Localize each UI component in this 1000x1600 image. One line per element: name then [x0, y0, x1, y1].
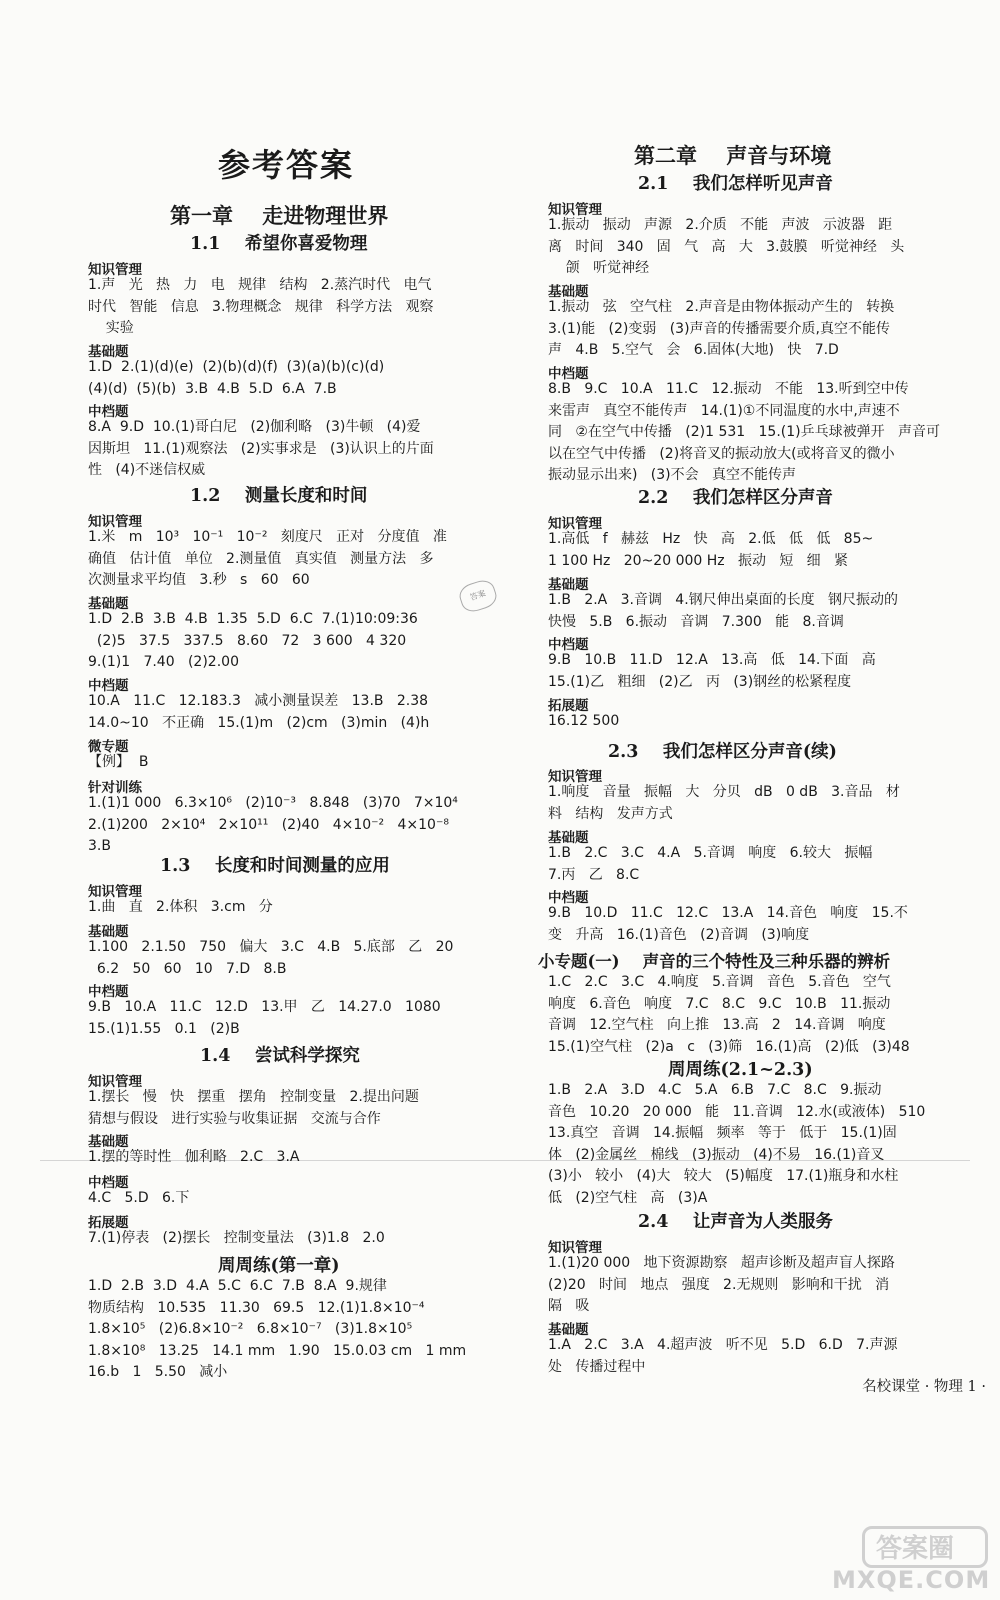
label-medium: 中档题 — [88, 984, 129, 1000]
section-1-1-title: 1.1 希望你喜爱物理 — [190, 234, 368, 254]
weekly-practice-2-answers: 1.B 2.A 3.D 4.C 5.A 6.B 7.C 8.C 9.振动 音色 10.20 20 000 能 11.音调 12.水(或液体) 510 13.真空 音调 14.振幅 频率 等于 低于 15.(1)固 体 (2)金属丝 棉线 (3)振动 (4)不易 16.(1)音叉 (3)小 较小 (4)大 较大 (5)幅度 17.(1)瓶身和水柱 低 (2)空气柱 高 (3)A — [548, 1082, 926, 1206]
page-footer: 名校课堂 · 物理 1 · — [862, 1379, 986, 1395]
label-basic: 基础题 — [88, 596, 129, 612]
label-basic: 基础题 — [88, 344, 129, 360]
label-medium: 中档题 — [548, 637, 589, 653]
answers-2-4-basic: 1.A 2.C 3.A 4.超声波 听不见 5.D 6.D 7.声源 处 传播过程中 — [548, 1337, 898, 1375]
answers-2-1-basic: 1.振动 弦 空气柱 2.声音是由物体振动产生的 转换 3.(1)能 (2)变弱 (3)声音的传播需要介质,真空不能传 声 4.B 5.空气 会 6.固体(大地) 快 7.D — [548, 299, 895, 358]
label-knowledge: 知识管理 — [88, 262, 142, 278]
answers-1-2-knowledge: 1.米 m 10³ 10⁻¹ 10⁻² 刻度尺 正对 分度值 准 确值 估计值 单位 2.测量值 真实值 测量方法 多 次测量求平均值 3.秒 s 60 60 — [88, 529, 447, 588]
section-2-1-title: 2.1 我们怎样听见声音 — [638, 174, 833, 194]
answers-2-1-medium: 8.B 9.C 10.A 11.C 12.振动 不能 13.听到空中传 来雷声 真空不能传声 14.(1)①不同温度的水中,声速不 同 ②在空气中传播 (2)1 531 15.(1)乒乓球被弹开 声音可 以在空气中传播 (2)将音叉的振动放大(或将音叉的微小 振动显示出来) (3)不会 真空不能传声 — [548, 381, 940, 483]
section-2-2-title: 2.2 我们怎样区分声音 — [638, 488, 833, 508]
label-medium: 中档题 — [88, 404, 129, 420]
label-basic: 基础题 — [548, 830, 589, 846]
answers-1-4-basic: 1.摆的等时性 伽利略 2.C 3.A — [88, 1149, 300, 1165]
answers-2-3-basic: 1.B 2.C 3.C 4.A 5.音调 响度 6.较大 振幅 7.丙 乙 8.C — [548, 845, 873, 883]
section-1-2-title: 1.2 测量长度和时间 — [190, 486, 368, 506]
chapter-1-title: 第一章 走进物理世界 — [170, 203, 389, 228]
answers-2-3-knowledge: 1.响度 音量 振幅 大 分贝 dB 0 dB 3.音品 材 料 结构 发声方式 — [548, 784, 900, 822]
weekly-practice-2-title: 周周练(2.1~2.3) — [668, 1060, 813, 1080]
answers-1-2-medium: 10.A 11.C 12.183.3 减小测量误差 13.B 2.38 14.0~10 不正确 15.(1)m (2)cm (3)min (4)h — [88, 693, 430, 731]
label-medium: 中档题 — [548, 366, 589, 382]
label-knowledge: 知识管理 — [548, 1240, 602, 1256]
label-medium: 中档题 — [88, 1175, 129, 1191]
label-medium: 中档题 — [88, 678, 129, 694]
answers-1-1-knowledge: 1.声 光 热 力 电 规律 结构 2.蒸汽时代 电气 时代 智能 信息 3.物理概念 规律 科学方法 观察 实验 — [88, 277, 434, 336]
mini-topic-1-title: 小专题(一) 声音的三个特性及三种乐器的辨析 — [538, 952, 891, 971]
answers-1-3-knowledge: 1.曲 直 2.体积 3.cm 分 — [88, 899, 273, 915]
weekly-practice-1-answers: 1.D 2.B 3.D 4.A 5.C 6.C 7.B 8.A 9.规律 物质结构 10.535 11.30 69.5 12.(1)1.8×10⁻⁴ 1.8×10⁵ (2)6.8×10⁻² 6.8×10⁻⁷ (3)1.8×10⁵ 1.8×10⁸ 13.25 14.1 mm 1.90 15.0.03 cm 1 mm 16.b 1 5.50 减小 — [88, 1278, 467, 1380]
answers-1-1-medium: 8.A 9.D 10.(1)哥白尼 (2)伽利略 (3)牛顿 (4)爱 因斯坦 11.(1)观察法 (2)实事求是 (3)认识上的片面 性 (4)不迷信权威 — [88, 419, 434, 478]
answers-2-2-knowledge: 1.高低 f 赫兹 Hz 快 高 2.低 低 低 85~ 1 100 Hz 20~20 000 Hz 振动 短 细 紧 — [548, 531, 874, 569]
stamp-mark: 答案 — [457, 577, 500, 615]
answers-2-2-basic: 1.B 2.A 3.音调 4.钢尺伸出桌面的长度 钢尺振动的 快慢 5.B 6.振动 音调 7.300 能 8.音调 — [548, 592, 899, 630]
section-2-4-title: 2.4 让声音为人类服务 — [638, 1212, 833, 1232]
label-knowledge: 知识管理 — [88, 514, 142, 530]
weekly-practice-1-title: 周周练(第一章) — [218, 1256, 340, 1276]
label-knowledge: 知识管理 — [548, 516, 602, 532]
answers-2-3-medium: 9.B 10.D 11.C 12.C 13.A 14.音色 响度 15.不 变 升高 16.(1)音色 (2)音调 (3)响度 — [548, 905, 908, 943]
answers-1-2-basic: 1.D 2.B 3.B 4.B 1.35 5.D 6.C 7.(1)10:09:36 (2)5 37.5 337.5 8.60 72 3 600 4 320 9.(1)1 7.40 (2)2.00 — [88, 611, 418, 670]
mini-topic-1-answers: 1.C 2.C 3.C 4.响度 5.音调 音色 5.音色 空气 响度 6.音色 响度 7.C 8.C 9.C 10.B 11.振动 音调 12.空气柱 向上推 13.高 2 14.音调 响度 15.(1)空气柱 (2)a c (3)筛 16.(1)高 (2)低 (3)48 — [548, 974, 910, 1055]
label-basic: 基础题 — [88, 1134, 129, 1150]
section-1-3-title: 1.3 长度和时间测量的应用 — [160, 856, 390, 876]
answers-1-2-example: 【例】 B — [88, 754, 149, 770]
label-knowledge: 知识管理 — [548, 202, 602, 218]
page-title: 参考答案 — [218, 146, 355, 184]
answers-2-2-medium: 9.B 10.B 11.D 12.A 13.高 低 14.下面 高 15.(1)乙 粗细 (2)乙 丙 (3)钢丝的松紧程度 — [548, 652, 876, 690]
chapter-2-title: 第二章 声音与环境 — [634, 143, 832, 168]
answers-1-2-practice: 1.(1)1 000 6.3×10⁶ (2)10⁻³ 8.848 (3)70 7×10⁴ 2.(1)200 2×10⁴ 2×10¹¹ (2)40 4×10⁻² 4×10⁻⁸ 3.B — [88, 795, 458, 854]
watermark-brand: 答案圈 — [876, 1534, 955, 1564]
answers-1-4-knowledge: 1.摆长 慢 快 摆重 摆角 控制变量 2.提出问题 猜想与假设 进行实验与收集证据 交流与合作 — [88, 1089, 419, 1127]
answers-2-1-knowledge: 1.振动 振动 声源 2.介质 不能 声波 示波器 距 离 时间 340 固 气 高 大 3.鼓膜 听觉神经 头 颌 听觉神经 — [548, 217, 905, 276]
answers-1-1-basic: 1.D 2.(1)(d)(e) (2)(b)(d)(f) (3)(a)(b)(c)(d) (4)(d) (5)(b) 3.B 4.B 5.D 6.A 7.B — [88, 359, 385, 397]
answers-2-4-knowledge: 1.(1)20 000 地下资源勘察 超声诊断及超声盲人探路 (2)20 时间 地点 强度 2.无规则 影响和干扰 消 隔 吸 — [548, 1255, 895, 1314]
label-medium: 中档题 — [548, 890, 589, 906]
label-basic: 基础题 — [88, 924, 129, 940]
label-micro-topic: 微专题 — [88, 739, 129, 755]
label-basic: 基础题 — [548, 284, 589, 300]
answers-1-3-basic: 1.100 2.1.50 750 偏大 3.C 4.B 5.底部 乙 20 6.2 50 60 10 7.D 8.B — [88, 939, 454, 977]
section-1-4-title: 1.4 尝试科学探究 — [200, 1046, 360, 1066]
answers-2-2-extension: 16.12 500 — [548, 713, 620, 729]
label-knowledge: 知识管理 — [88, 1074, 142, 1090]
answers-1-3-medium: 9.B 10.A 11.C 12.D 13.甲 乙 14.27.0 1080 15.(1)1.55 0.1 (2)B — [88, 999, 441, 1037]
label-extension: 拓展题 — [548, 698, 589, 714]
watermark-url: MXQE.COM — [832, 1566, 991, 1594]
section-2-3-title: 2.3 我们怎样区分声音(续) — [608, 742, 837, 762]
label-extension: 拓展题 — [88, 1215, 129, 1231]
label-basic: 基础题 — [548, 1322, 589, 1338]
answers-1-4-extension: 7.(1)停表 (2)摆长 控制变量法 (3)1.8 2.0 — [88, 1230, 385, 1246]
label-knowledge: 知识管理 — [88, 884, 142, 900]
answers-1-4-medium: 4.C 5.D 6.下 — [88, 1190, 190, 1206]
label-basic: 基础题 — [548, 577, 589, 593]
label-practice: 针对训练 — [88, 780, 142, 796]
label-knowledge: 知识管理 — [548, 769, 602, 785]
site-watermark — [832, 1526, 992, 1596]
